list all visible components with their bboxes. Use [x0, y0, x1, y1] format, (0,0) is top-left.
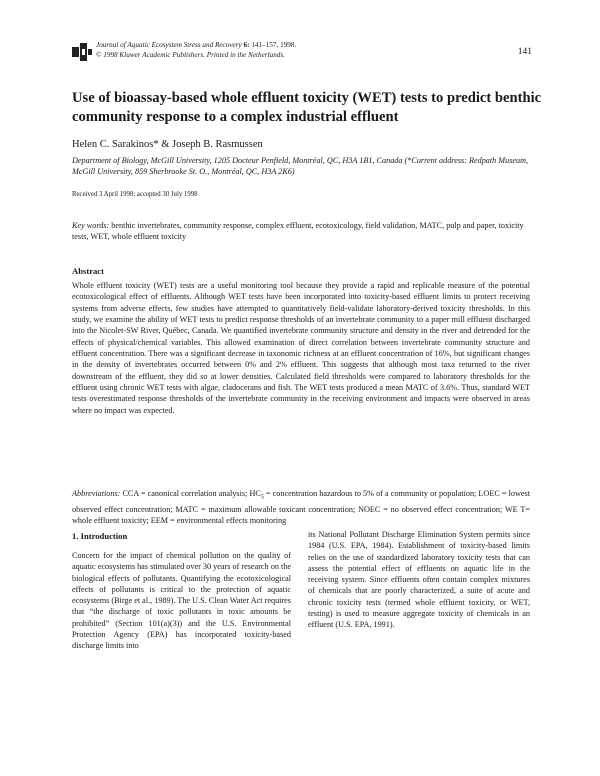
introduction-heading: 1. Introduction	[72, 531, 128, 541]
abstract-text: Whole effluent toxicity (WET) tests are a useful monitoring tool because they provide a rapid and replicable measure of the potential ecotoxicological effect of effluents. Although WET tests have been incorporated into toxicity-based effluent limits to protect receiving systems from adverse effects, few studies have attempted to quantitatively field-validate laboratory-derived toxicity thresholds. In this study, we examine the ability of WET tests to predict response thresholds of an invertebrate community to a paper mill effluent discharged into the Nicolet-SW River, Québec, Canada. We quantified invertebrate community structure and density in the river and detrended for the effects of physical/chemical variables. This allowed examination of direct correlation between invertebrate community structure and effluent concentration. There was a significant decrease in taxonomic richness at an effluent concentration of 16%, but significant changes in the density of invertebrates occurred between 0% and 2% effluent. This suggests that although most taxa returned to the river downstream of the effluent, they did so at lower densities. Calculated field thresholds were compared to laboratory thresholds for the effluent using chronic WET tests with algae, cladocerans and fish. The WET tests produced a mean MATC of 3.6%. Thus, standard WET tests overestimated response thresholds of the invertebrate community in the receiving environment and impacts were observed in areas where no impact was expected.	[72, 281, 530, 415]
abbreviations-text-end: = concentration hazardous to 5% of a community or population; LOEC = lowest observed effect concentration; MATC = maximum allowable toxicant concentration; NOEC = no observed effect concentration; WE T= whole effluent toxicity; EEM = environmental effects monitoring	[72, 489, 531, 526]
journal-header	[72, 41, 532, 65]
journal-citation	[96, 41, 296, 60]
keywords-text: benthic invertebrates, community response, complex effluent, ecotoxicology, field validation, MATC, pulp and paper, toxicity tests, WET, whole effluent toxicity	[72, 221, 524, 242]
publisher-logo-icon	[72, 43, 92, 61]
author-list: Helen C. Sarakinos* & Joseph B. Rasmussen	[72, 139, 263, 150]
introduction-column-right: its National Pollutant Discharge Elimination System permits since 1984 (U.S. EPA, 1984). Establishment of toxicity-based limits relies on the use of standardized laboratory toxicity tests that can assess the potential effect of effluents on aquatic life in the receiving system. Since effluents often contain complex mixtures of chemicals that are poorly characterized, a suite of acute and chronic toxicity tests (termed whole effluent toxicity, or WET, testing) is used to measure aggregate toxicity of chemicals in an effluent (U.S. EPA, 1991).	[308, 530, 530, 630]
keywords-label: Key words:	[72, 221, 110, 230]
introduction-column-left: Concern for the impact of chemical pollution on the quality of aquatic ecosystems has stimulated over 30 years of research on the biological effects of pollutants. Quantifying the ecotoxicological effects of pollutants is critical to the protection of aquatic ecosystems (Birge et al., 1989). The U.S. Clean Water Act requires that “the discharge of toxic pollutants in toxic amounts be prohibited” (Section 101(a)(3)) and the U.S. Environmental Protection Agency (EPA) has incorporated toxicity-based discharge limits into	[72, 551, 291, 651]
keywords	[72, 220, 530, 243]
copyright-line: © 1998 Kluwer Academic Publishers. Printed in the Netherlands.	[96, 50, 285, 59]
received-dates: Received 3 April 1998; accepted 30 July 1998	[72, 191, 198, 198]
abstract-heading: Abstract	[72, 266, 104, 276]
author-affiliation: Department of Biology, McGill University, 1205 Docteur Penfield, Montréal, QC, H3A 1B1, Canada (*Current address: Redpath Museum, McGill University, 859 Sherbrooke St. O., Montréal, QC, H3A 2K6)	[72, 156, 529, 177]
journal-pages: 141–157, 1998.	[251, 41, 297, 49]
journal-volume: 6:	[243, 41, 250, 49]
abbreviations	[72, 488, 530, 527]
journal-name: Journal of Aquatic Ecosystem Stress and Recovery	[96, 41, 242, 49]
abbreviations-subscript: 5	[260, 494, 264, 501]
abbreviations-text-start: CCA = canonical correlation analysis; HC	[122, 489, 261, 498]
abbreviations-label: Abbreviations:	[72, 489, 121, 498]
page-number: 141	[517, 47, 532, 57]
paper-title: Use of bioassay-based whole effluent toxicity (WET) tests to predict benthic community response to a complex industrial effluent	[72, 90, 542, 125]
